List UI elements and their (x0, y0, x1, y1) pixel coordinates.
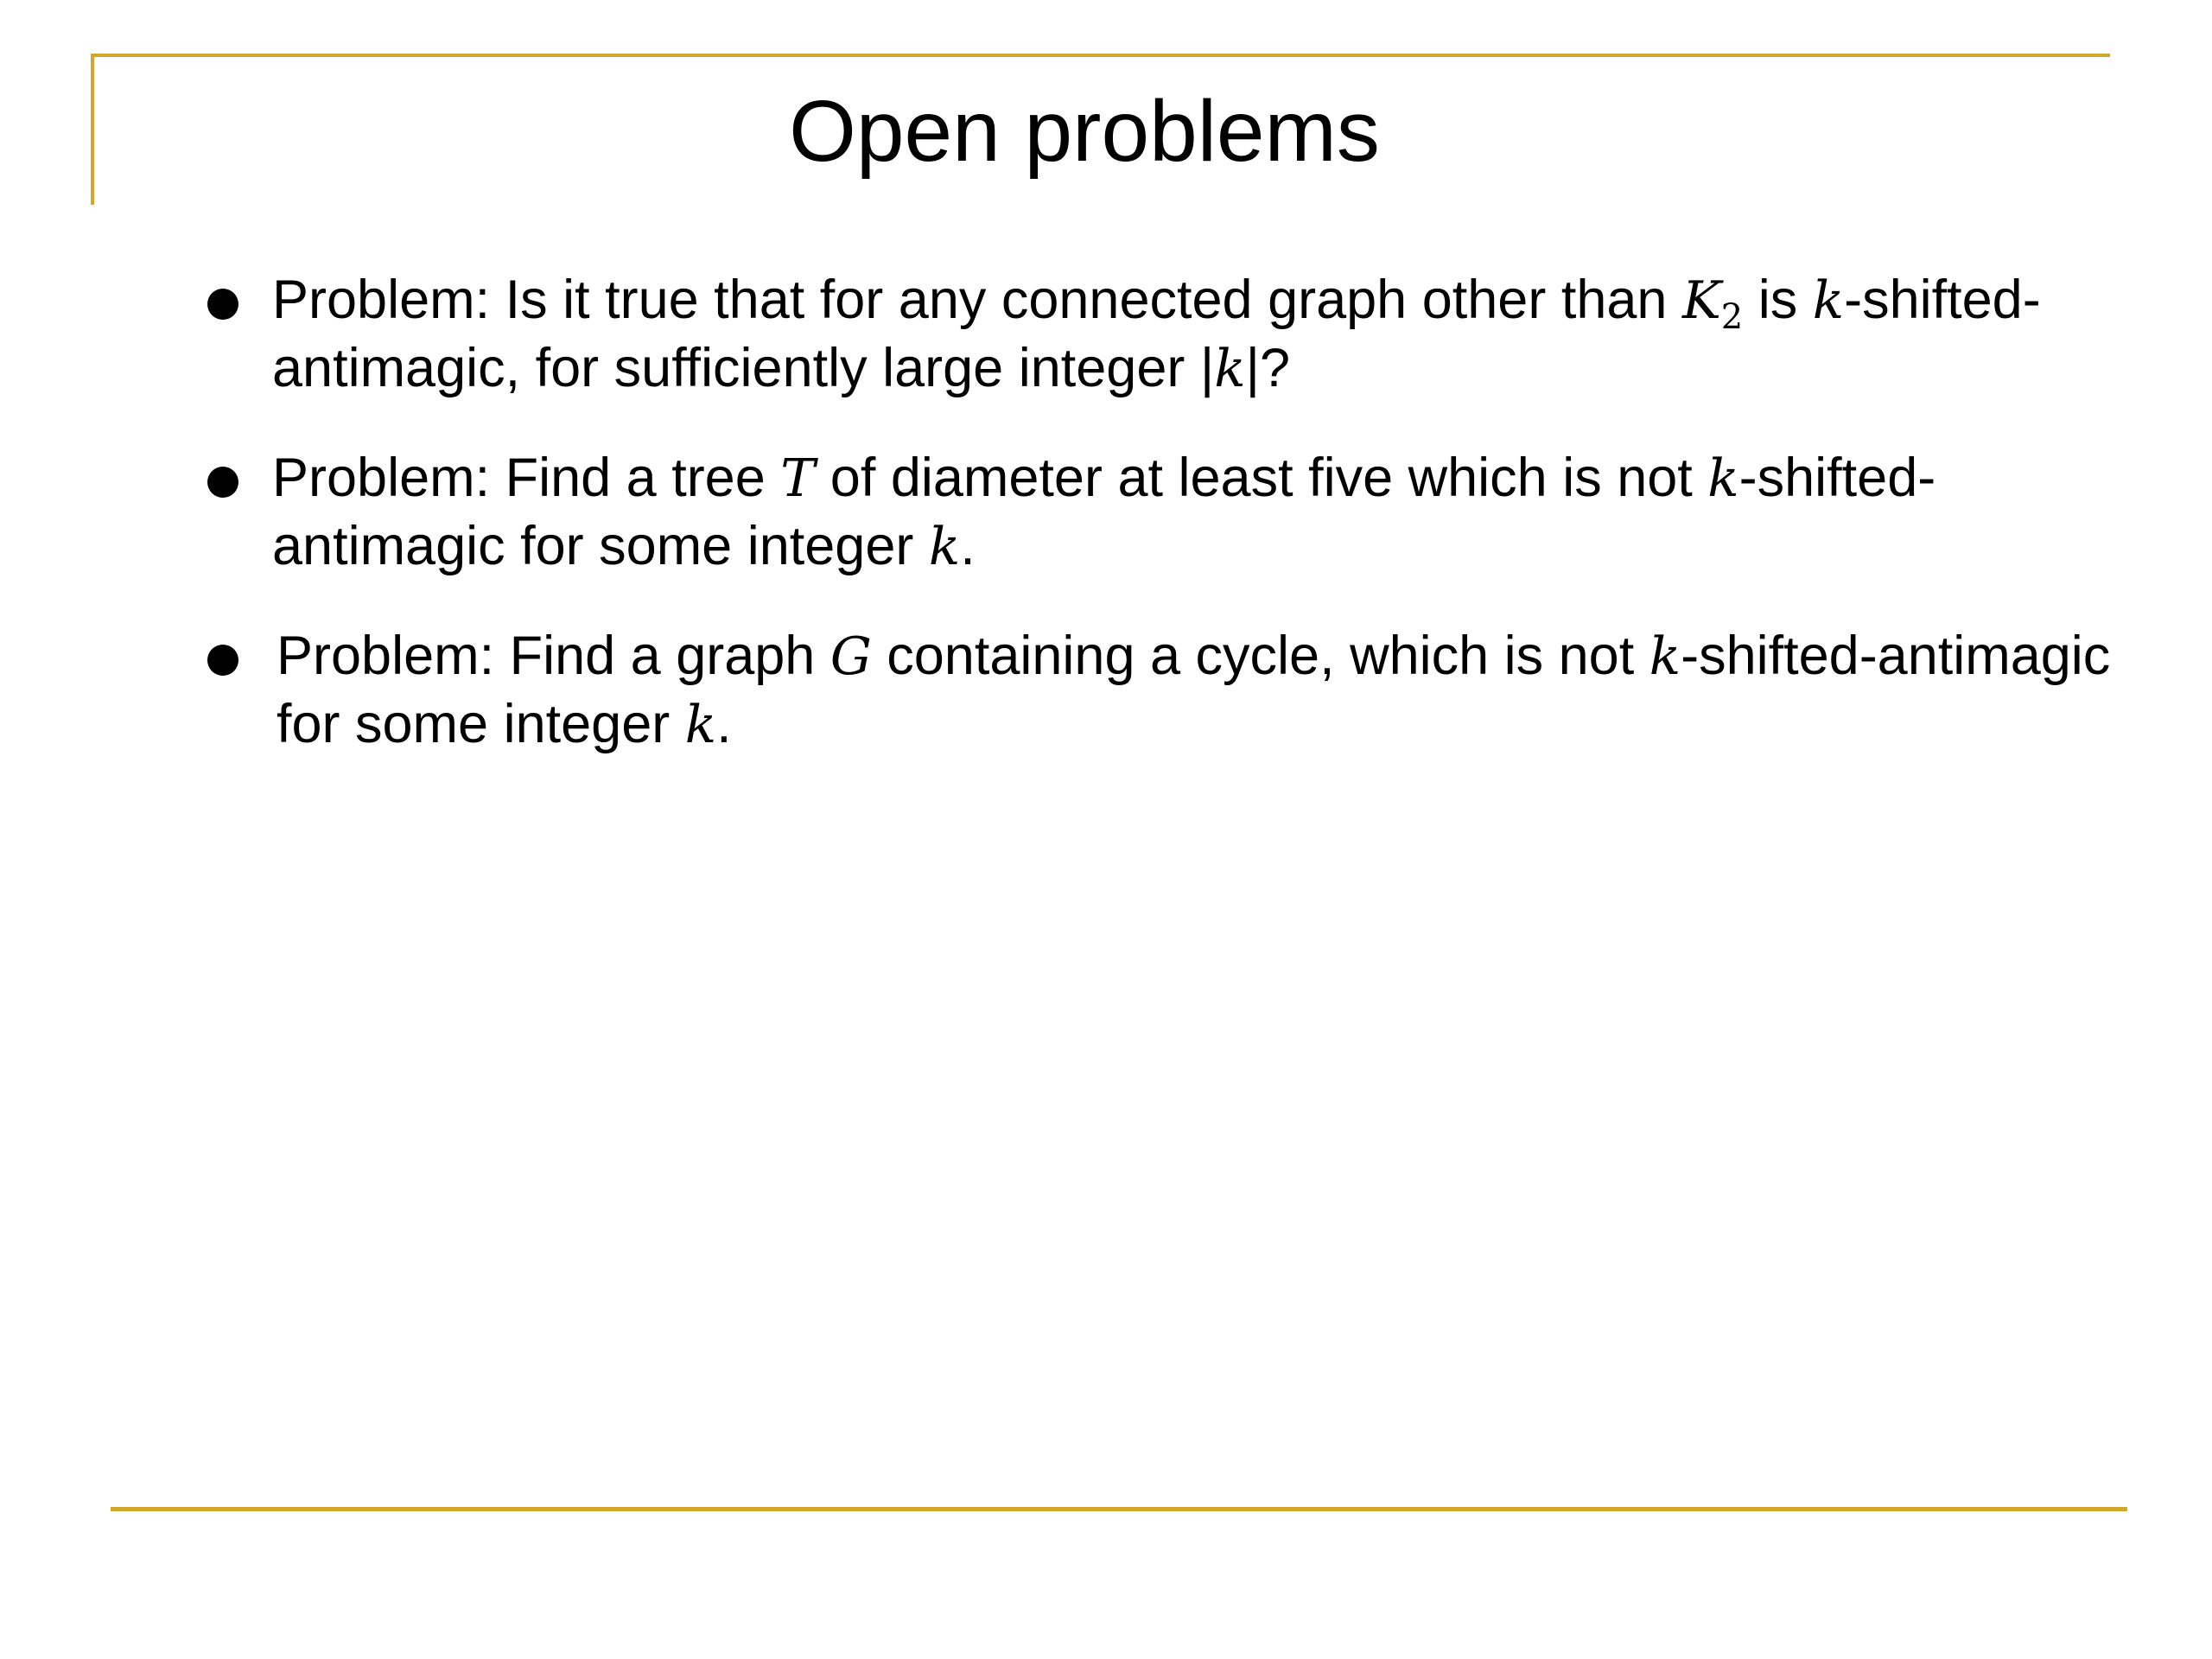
math-symbol: k (1707, 448, 1739, 509)
slide-title: Open problems (789, 83, 1380, 180)
math-symbol: G (830, 626, 872, 687)
problem-text: -shifted-antimagic for some integer (276, 626, 2111, 754)
problem-text: -shifted-antimagic for some integer (272, 448, 1936, 576)
problem-text: containing a cycle, which is not (871, 626, 1649, 686)
problem-list (199, 266, 2117, 800)
math-symbol: k (1649, 626, 1681, 687)
problem-item-3 (199, 622, 2117, 759)
problem-text: Problem: Find a graph (276, 626, 830, 686)
problem-text: |? (1245, 338, 1290, 398)
bullet-icon (207, 467, 238, 498)
problem-text: Problem: Find a tree (272, 448, 781, 508)
top-rule (91, 54, 2110, 57)
problem-text: . (716, 694, 732, 754)
problem-text: of diameter at least five which is not (815, 448, 1708, 508)
bottom-rule (111, 1507, 2127, 1511)
math-symbol: k (684, 695, 717, 755)
problem-text: Problem: Is it true that for any connected graph other than (272, 270, 1682, 330)
bullet-icon (207, 645, 238, 676)
problem-text: -shifted-antimagic, for sufficiently large integer | (272, 270, 2041, 398)
math-symbol: k (1812, 270, 1845, 331)
problem-text: is (1743, 270, 1813, 330)
math-symbol: k (1214, 339, 1246, 399)
problem-text: . (960, 516, 976, 576)
math-symbol: k (928, 517, 961, 577)
problem-item-1 (199, 266, 2117, 403)
math-symbol: $K_2$ (1681, 270, 1744, 337)
math-symbol: T (780, 448, 816, 509)
bullet-icon (207, 289, 238, 320)
math-subscript: 2 (1720, 297, 1744, 337)
problem-item-2 (199, 444, 2117, 581)
